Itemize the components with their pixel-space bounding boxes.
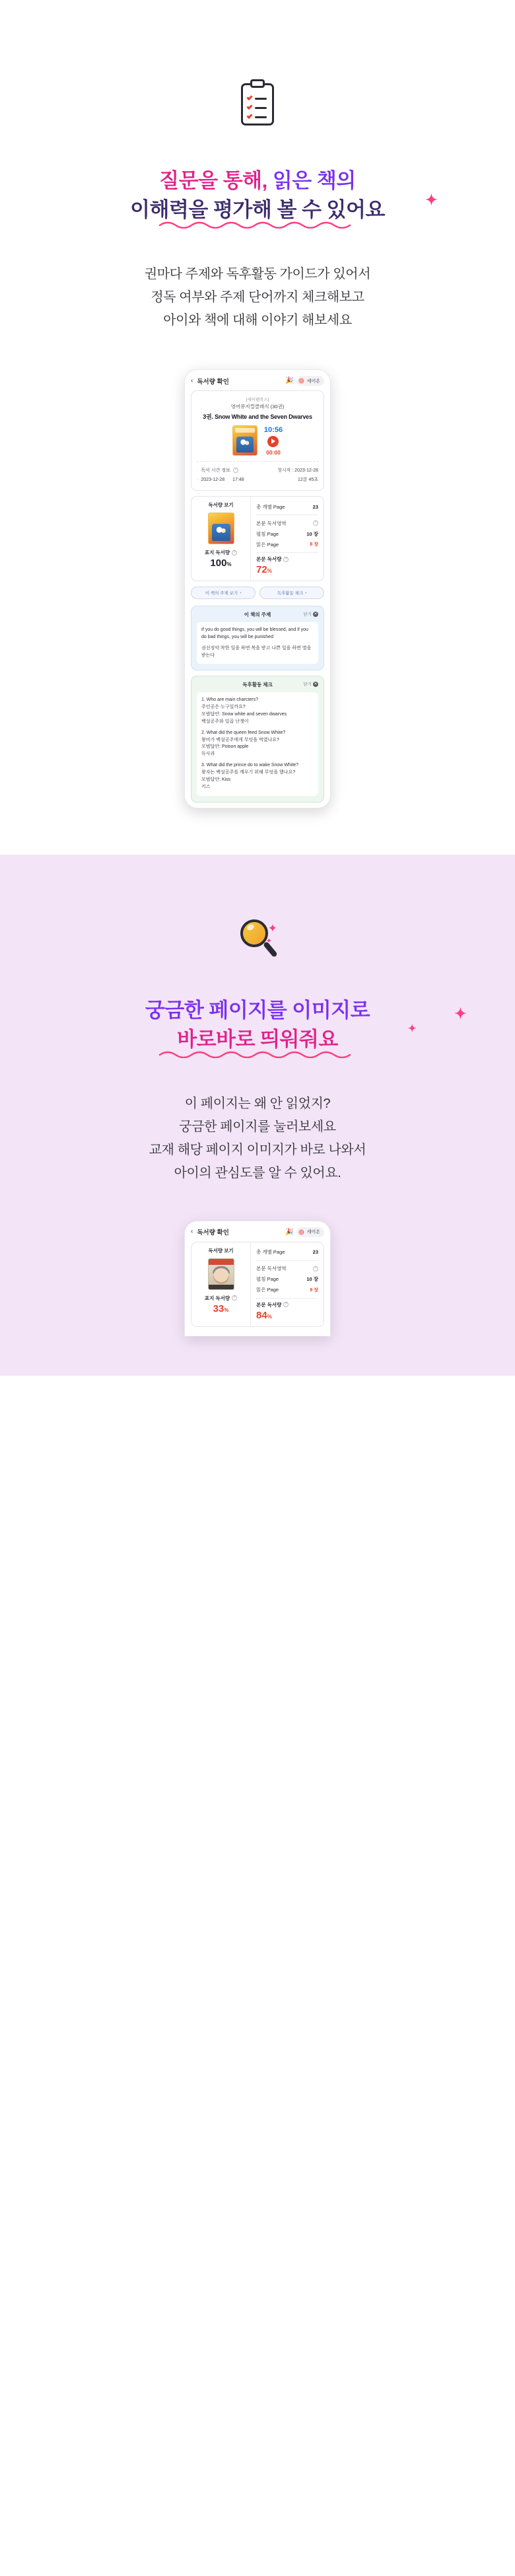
body-reading-label-row xyxy=(256,1301,318,1308)
stats-right-panel xyxy=(251,1242,324,1326)
stat-label: 펼침 Page xyxy=(256,1276,279,1283)
close-icon: ✕ xyxy=(314,612,318,616)
section-reading-comprehension xyxy=(0,0,515,855)
stat-value: 10 장 xyxy=(306,1276,318,1283)
user-name: 세이온 xyxy=(306,378,320,384)
stat-label: 읽은 Page xyxy=(256,1287,279,1293)
back-icon[interactable]: ‹ xyxy=(191,1228,193,1236)
book-publisher: [세이펜북스] xyxy=(246,398,269,403)
answer-ko: 독사과 xyxy=(201,752,215,757)
activity-panel-body xyxy=(197,692,318,795)
phone-mockup-1 xyxy=(184,369,331,808)
divider xyxy=(197,461,318,462)
record-time: 17:48 xyxy=(232,477,244,482)
stat-label: 본문 독서영역 xyxy=(256,520,287,526)
cover-reading-percent xyxy=(196,557,246,569)
stat-value: 23 xyxy=(312,1249,318,1256)
play-icon[interactable] xyxy=(267,436,279,447)
stats-left-title: 독서량 보기 xyxy=(208,1247,234,1254)
subtext-line-2: 정독 여부와 주제 단어까지 체크해보고 xyxy=(151,290,364,305)
topic-panel-title: 이 책의 주제 xyxy=(244,612,271,618)
audio-total-time: 10:56 xyxy=(263,425,283,434)
help-icon[interactable]: ? xyxy=(233,468,238,473)
activity-panel-header xyxy=(197,681,318,688)
sparkle-icon: ✦ xyxy=(407,1022,416,1034)
answer-en: 모범답안: Snow white and seven dwarves xyxy=(201,712,287,717)
percent-unit: % xyxy=(224,1306,229,1313)
subtext-line-1: 이 페이지는 왜 안 읽었지? xyxy=(184,1096,331,1111)
question-ko: 왕자는 백설공주를 깨우기 위해 무엇을 했나요? xyxy=(201,770,296,775)
body-reading-percent-value: 72 xyxy=(256,564,267,576)
topic-text-en: If you do good things, you will be blessed, and if you do bad things, you will be punished xyxy=(201,627,308,639)
question-ko: 왕비가 백설공주에게 무엇을 먹였나요? xyxy=(201,737,279,742)
activity-item xyxy=(201,697,314,725)
sparkle-icon: ✦ xyxy=(454,1005,466,1022)
book-info-card xyxy=(191,390,324,491)
sparkle-icon: ✦ xyxy=(265,937,272,945)
bullet-icon: · xyxy=(197,477,199,482)
subtext-line-3: 아이와 책에 대해 이야기 해보세요 xyxy=(163,313,352,328)
percent-unit: % xyxy=(226,561,232,568)
section-page-image xyxy=(0,855,515,1376)
book-series: 영어뮤지컬클래식 (30권) xyxy=(230,404,285,410)
body-reading-label-row xyxy=(256,555,318,563)
reading-stats-card xyxy=(191,1242,324,1327)
topic-close-button[interactable] xyxy=(303,611,318,617)
stat-row-body-area xyxy=(256,518,318,528)
cover-reading-label-row xyxy=(196,1295,246,1302)
stat-label: 펼침 Page xyxy=(256,530,279,537)
activity-close-button[interactable] xyxy=(303,681,318,687)
user-chip[interactable] xyxy=(296,376,324,386)
confetti-icon: 🎉 xyxy=(285,1228,294,1236)
answer-en: 모범답안: Kiss xyxy=(201,777,231,782)
help-icon[interactable]: ? xyxy=(232,1295,237,1301)
body-reading-percent-value: 84 xyxy=(256,1309,267,1321)
activity-check-button[interactable] xyxy=(259,587,324,599)
body-reading-percent xyxy=(256,564,318,575)
view-topic-button[interactable] xyxy=(191,587,256,599)
stat-label: 총 개별 Page xyxy=(256,503,285,510)
reading-start-label: 첫시작 : 2023-12-28 xyxy=(277,468,318,474)
stat-value: 8 장 xyxy=(310,542,318,548)
topic-text-ko: 권선징악:착한 일을 하면 복을 받고 나쁜 일을 하면 벌을 받는다 xyxy=(201,645,312,658)
stat-row-total-pages xyxy=(256,501,318,512)
percent-unit: % xyxy=(267,568,272,575)
subtext-line-2: 궁금한 페이지를 눌러보세요 xyxy=(179,1119,336,1134)
activity-panel xyxy=(191,676,324,802)
stat-value: 23 xyxy=(312,503,318,510)
stat-value: 10 장 xyxy=(306,530,318,537)
question-ko: 주인공은 누구일까요? xyxy=(201,705,246,710)
button-label: 독후활동 체크 xyxy=(277,591,304,596)
phone-screen-2 xyxy=(184,1221,331,1336)
subtext-line-3: 교재 해당 페이지 이미지가 바로 나와서 xyxy=(149,1142,366,1157)
app-header xyxy=(185,1221,330,1242)
cover-reading-label-row xyxy=(196,549,246,556)
stat-label: 읽은 Page xyxy=(256,541,279,548)
answer-ko: 백설공주와 일곱 난쟁이 xyxy=(201,719,249,724)
cover-reading-label: 표지 독서량 xyxy=(204,1295,230,1301)
back-icon[interactable]: ‹ xyxy=(191,376,193,384)
record-date: 2023-12-28 xyxy=(201,477,225,482)
question-en: 1. Who are main charcters? xyxy=(201,698,258,703)
help-icon[interactable]: ? xyxy=(283,1302,289,1307)
user-name: 세이온 xyxy=(306,1230,320,1235)
close-label: 닫기 xyxy=(303,682,312,688)
stats-left-title: 독서량 보기 xyxy=(208,502,234,509)
audio-current-time: 00:00 xyxy=(266,448,281,456)
chevron-right-icon: › xyxy=(305,590,307,595)
reading-time-info-row xyxy=(197,466,318,475)
cover-reading-percent xyxy=(196,1303,246,1314)
reading-stats-card xyxy=(191,496,324,581)
book-player-row xyxy=(197,425,318,456)
stat-label: 본문 독서영역 xyxy=(256,1266,287,1272)
phone-mockup-2 xyxy=(184,1221,331,1336)
stat-row-read-pages xyxy=(256,539,318,550)
topic-panel-body xyxy=(197,622,318,664)
headline-part-1: 궁금한 페이지를 이미지로 xyxy=(145,998,370,1022)
bullet-icon: · xyxy=(197,468,199,473)
headline-part-3: 이해력을 평가해 볼 수 있어요 xyxy=(130,198,385,222)
sparkle-icon: ✦ xyxy=(267,921,277,935)
percent-unit: % xyxy=(267,1313,272,1320)
question-en: 2. What did the queen feed Snow White? xyxy=(201,730,286,735)
activity-item xyxy=(201,762,314,791)
stats-right-panel xyxy=(251,497,324,581)
audio-player xyxy=(264,426,283,456)
book-title: 3권. Snow White and the Seven Dwarves xyxy=(203,413,312,421)
page-title: 독서량 확인 xyxy=(197,1229,229,1237)
header-right-group xyxy=(285,376,324,386)
headline-part-2: 바로바로 띄워줘요 xyxy=(177,1027,338,1051)
stat-label: 총 개별 Page xyxy=(256,1249,285,1256)
chevron-right-icon: › xyxy=(240,590,242,595)
record-duration: 12분 45초 xyxy=(297,478,318,483)
help-icon[interactable]: ? xyxy=(313,520,318,526)
question-en: 3. What did the prince do to wake Snow White? xyxy=(201,763,299,768)
headline-part-1: 질문을 통해, xyxy=(159,169,267,192)
section1-headline xyxy=(0,166,515,225)
phone-screen-1 xyxy=(184,369,331,808)
help-icon[interactable]: ? xyxy=(283,557,289,562)
close-icon: ✕ xyxy=(314,682,318,686)
help-icon[interactable]: ? xyxy=(232,550,237,555)
book-thumbnail[interactable] xyxy=(208,1258,234,1290)
action-button-row xyxy=(191,587,324,599)
stat-row-spread-pages xyxy=(256,528,318,539)
stat-value: 9 장 xyxy=(310,1287,318,1293)
stats-left-panel xyxy=(191,497,251,581)
answer-ko: 키스 xyxy=(201,784,211,789)
section1-subtext xyxy=(0,263,515,332)
section2-headline xyxy=(0,996,515,1054)
section2-subtext xyxy=(0,1092,515,1185)
headline-part-2: 읽은 책의 xyxy=(272,169,356,192)
activity-panel-title: 독후활동 체크 xyxy=(242,682,273,688)
avatar xyxy=(298,1229,305,1236)
topic-panel-header xyxy=(197,611,318,618)
reading-time-label: 독서 시간 정보 xyxy=(201,468,230,474)
body-reading-percent xyxy=(256,1310,318,1321)
header-right-group xyxy=(285,1227,324,1237)
stat-row-read-pages xyxy=(256,1285,318,1295)
confetti-icon: 🎉 xyxy=(285,377,294,385)
cover-reading-percent-value: 33 xyxy=(213,1303,224,1314)
avatar xyxy=(298,377,305,384)
body-reading-label: 본문 독서량 xyxy=(256,1301,282,1308)
book-thumbnail[interactable] xyxy=(208,513,234,544)
book-cover-image xyxy=(232,425,258,456)
stat-row-spread-pages xyxy=(256,1274,318,1285)
button-label: 이 책의 주제 보기 xyxy=(205,591,238,596)
cover-reading-percent-value: 100 xyxy=(210,557,227,569)
reading-record-row xyxy=(197,475,318,484)
topic-panel xyxy=(191,606,324,670)
stat-row-total-pages xyxy=(256,1247,318,1258)
user-chip[interactable] xyxy=(296,1227,324,1237)
clipboard-check-icon xyxy=(238,79,277,127)
page-title: 독서량 확인 xyxy=(197,378,229,386)
sparkle-icon: ✦ xyxy=(425,192,437,209)
app-header xyxy=(185,370,330,390)
magnifier-icon xyxy=(236,918,279,966)
subtext-line-4: 아이의 관심도를 알 수 있어요. xyxy=(174,1165,341,1180)
close-label: 닫기 xyxy=(303,612,312,618)
stat-row-body-area xyxy=(256,1264,318,1274)
activity-item xyxy=(201,730,314,758)
subtext-line-1: 권마다 주제와 독후활동 가이드가 있어서 xyxy=(144,267,371,282)
body-reading-label: 본문 독서량 xyxy=(256,556,282,563)
help-icon[interactable]: ? xyxy=(313,1266,318,1271)
answer-en: 모범답안: Poison apple xyxy=(201,744,249,750)
cover-reading-label: 표지 독서량 xyxy=(204,550,230,556)
stats-left-panel xyxy=(191,1242,251,1326)
